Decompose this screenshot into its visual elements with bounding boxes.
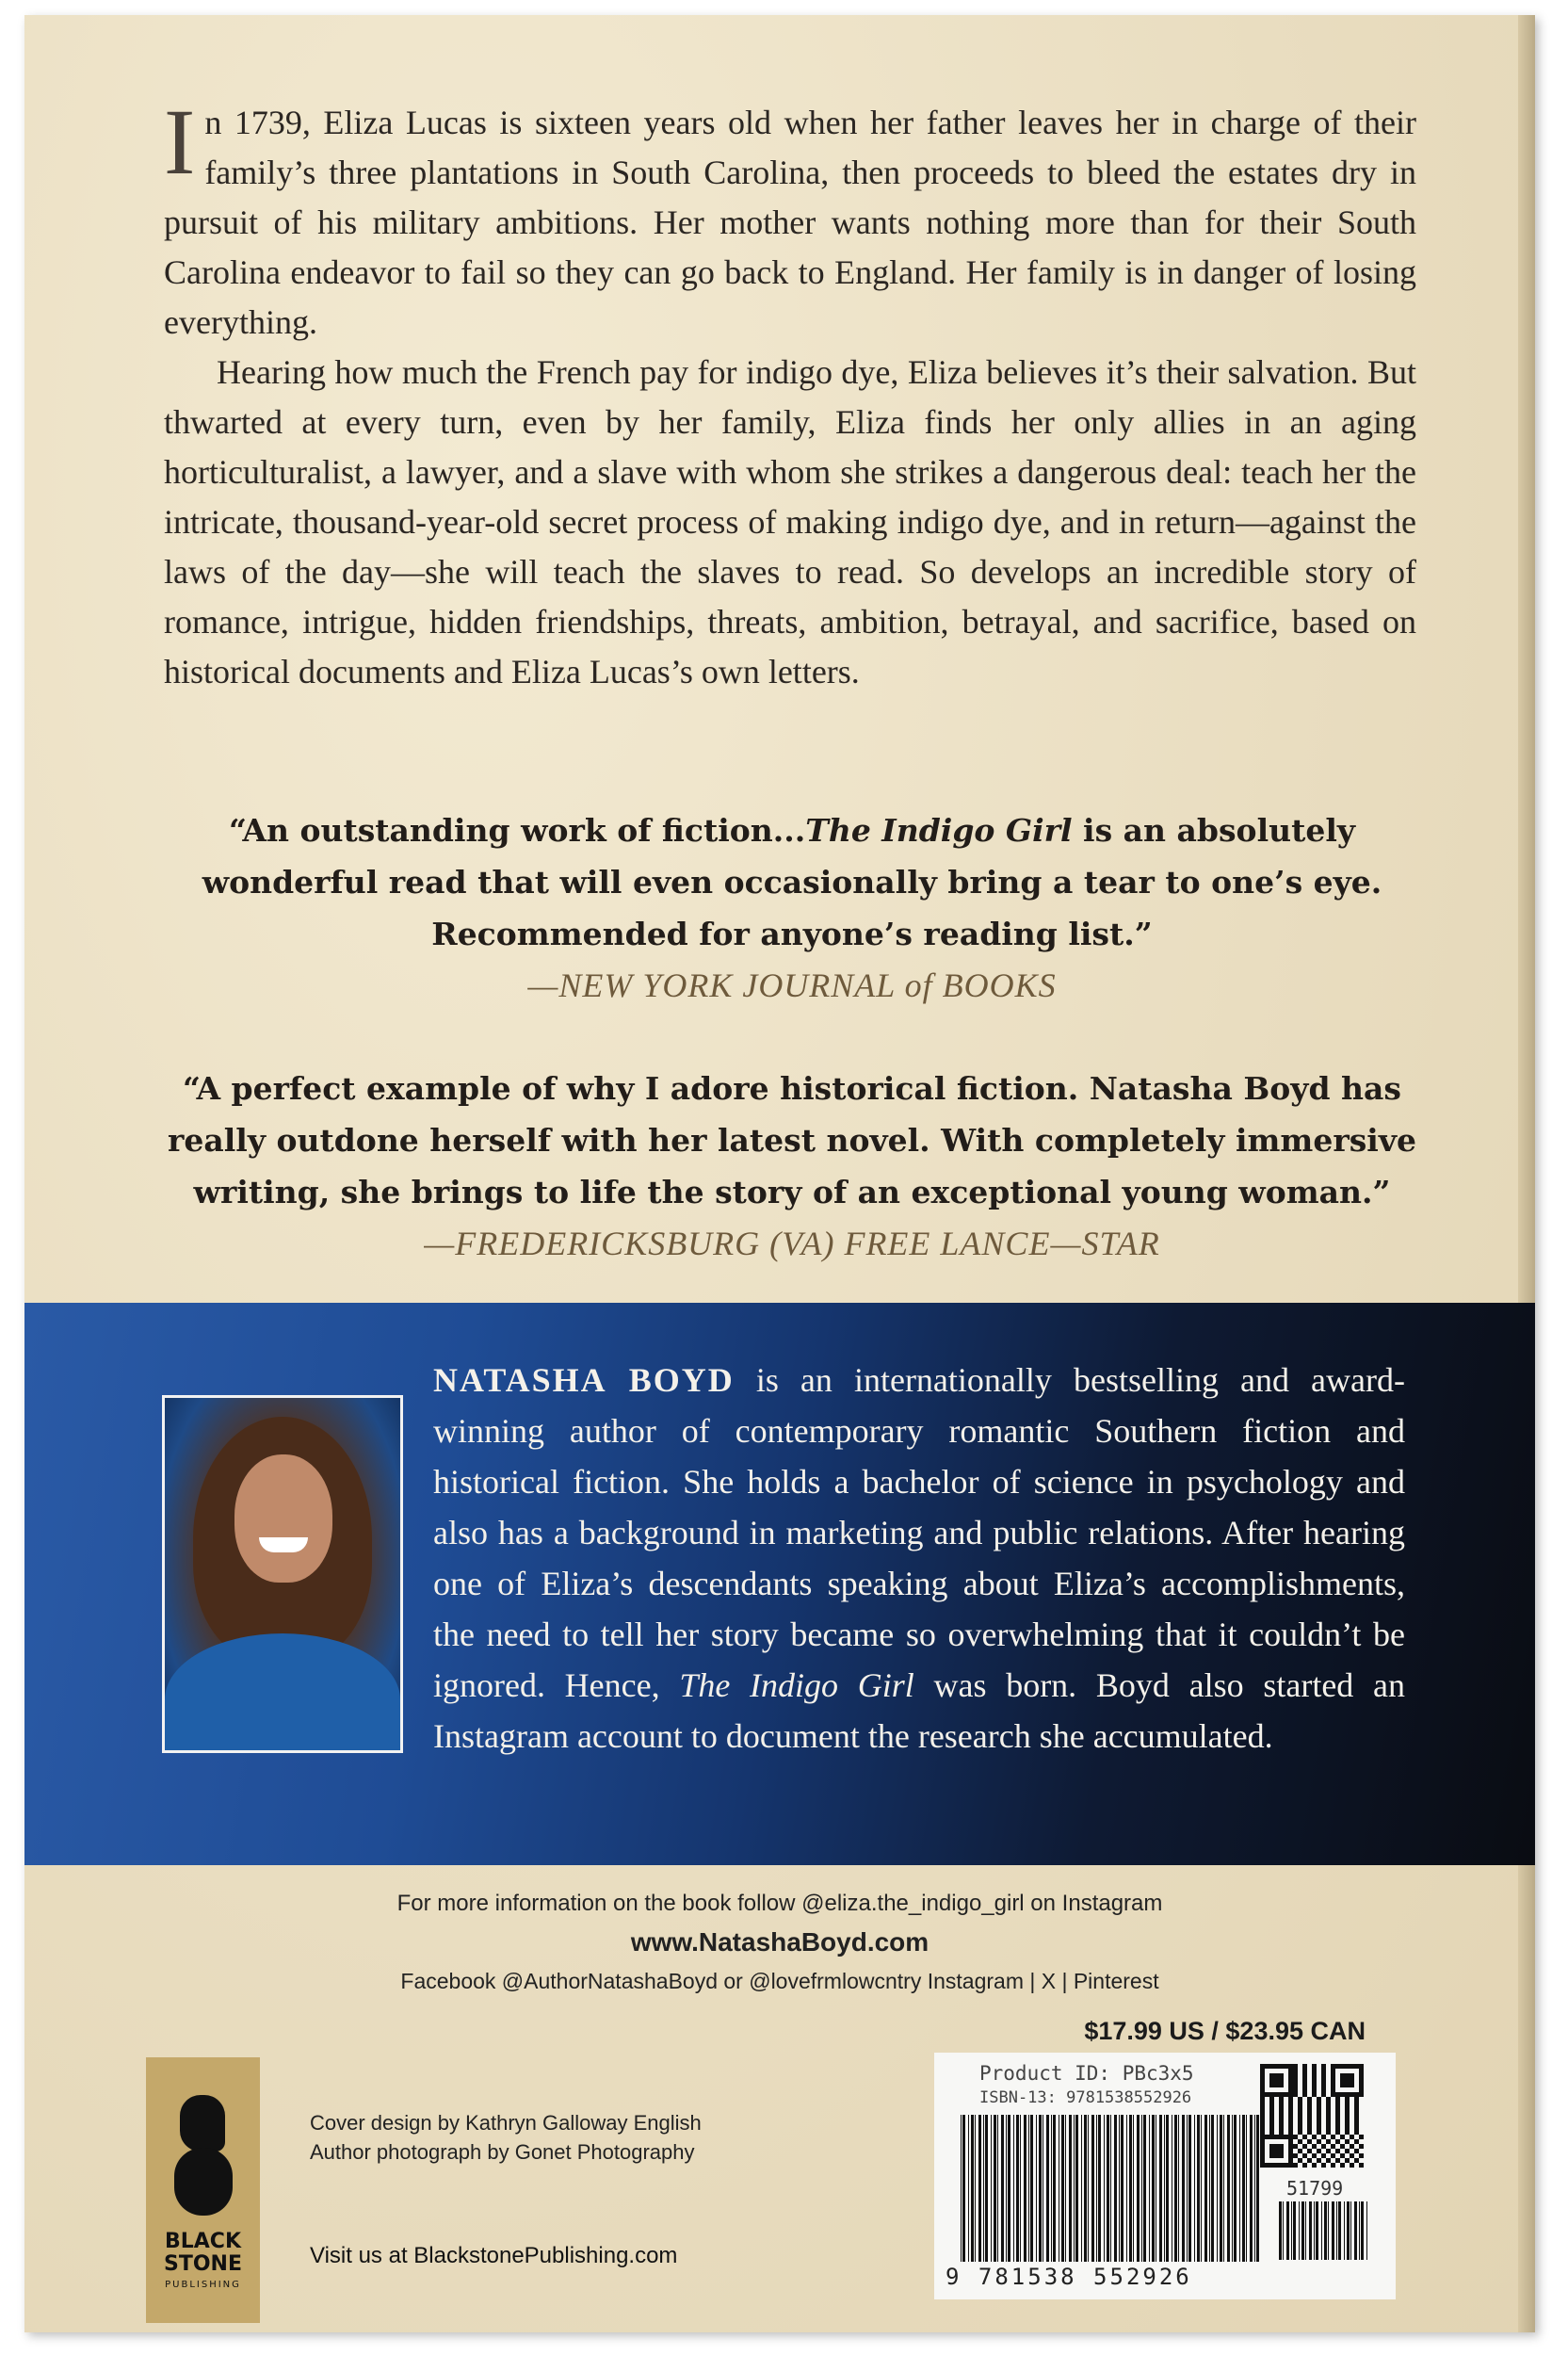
price: $17.99 US / $23.95 CAN bbox=[1084, 2017, 1366, 2045]
barcode-digits: 9 781538 552926 bbox=[946, 2264, 1192, 2290]
review-source-1: —NEW YORK JOURNAL of BOOKS bbox=[527, 966, 1057, 1004]
book-title-italic: The Indigo Girl bbox=[805, 812, 1073, 849]
instagram-info: For more information on the book follow @eliza.the_indigo_girl on Instagram bbox=[396, 1891, 1163, 1916]
addon-barcode-icon bbox=[1279, 2201, 1373, 2260]
review-source-2: —FREDERICKSBURG (VA) FREE LANCE—STAR bbox=[424, 1225, 1160, 1262]
book-back-cover bbox=[24, 15, 1535, 2332]
author-name: NATASHA BOYD bbox=[433, 1361, 735, 1399]
review-quote-2: “A perfect example of why I adore historical fiction. Natasha Boyd has really outdone herself with her latest novel. With completely immersive writing, she brings to life the story of an exceptional young woman.” —FREDERICKSBURG (VA) FREE LANCE—STAR bbox=[166, 1063, 1418, 1270]
barcode-label bbox=[934, 2053, 1396, 2299]
photo-credit: Author photograph by Gonet Photography bbox=[310, 2140, 695, 2164]
author-website: www.NatashaBoyd.com bbox=[630, 1927, 929, 1957]
qr-code-icon bbox=[1260, 2064, 1364, 2168]
synopsis-paragraph-2: Hearing how much the French pay for indigo dye, Eliza believes it’s their salvation. But thwarted at every turn, even by her family, Eliza finds her only allies in an aging horticulturalist, a lawyer, and a slave with whom she strikes a dangerous deal: teach her the intricate, thousand-year-old secret process of making indigo dye, and in return—against the laws of the day—she will teach the slaves to read. So develops an incredible story of romance, intrigue, hidden friendships, threats, ambition, betrayal, and sacrifice, based on historical documents and Eliza Lucas’s own letters. bbox=[164, 353, 1416, 690]
cover-credit: Cover design by Kathryn Galloway English bbox=[310, 2111, 702, 2135]
drop-cap: I bbox=[164, 89, 196, 194]
barcode-icon bbox=[961, 2115, 1262, 2262]
synopsis bbox=[164, 89, 1416, 697]
publisher-website: Visit us at BlackstonePublishing.com bbox=[310, 2243, 678, 2268]
review-quote-1: “An outstanding work of fiction...The Indigo Girl is an absolutely wonderful read that will even occasionally bring a tear to one’s eye. Recommended for anyone’s reading list.” —NEW YORK JOURNAL of BOOKS bbox=[166, 804, 1418, 1012]
bio-book-title: The Indigo Girl bbox=[679, 1666, 914, 1704]
social-links: Facebook @AuthorNatashaBoyd or @lovefrmlowcntry Instagram | X | Pinterest bbox=[400, 1969, 1159, 1993]
publisher-logo: BLACK STONE PUBLISHING bbox=[146, 2057, 260, 2323]
product-id: Product ID: PBc3x5 bbox=[979, 2062, 1194, 2085]
credits bbox=[310, 2108, 702, 2167]
synopsis-paragraph-1: In 1739, Eliza Lucas is sixteen years old when her father leaves her in charge of their family’s three plantations in South Carolina, then proceeds to bleed the estates dry in pursuit of his military ambitions. Her mother wants nothing more than for their South Carolina endeavor to fail so they can go back to England. Her family is in danger of losing everything. bbox=[164, 89, 1416, 341]
more-info bbox=[24, 1885, 1535, 2000]
author-bio-band bbox=[24, 1303, 1535, 1865]
logo-mark-icon bbox=[180, 2095, 225, 2152]
isbn: ISBN-13: 9781538552926 bbox=[979, 2088, 1192, 2107]
author-bio: NATASHA BOYD is an internationally bestselling and award-winning author of contemporary romantic Southern fiction and historical fiction. She holds a bachelor of science in psychology and also has a background in marketing and public relations. After hearing one of Eliza’s descendants speaking about Eliza’s accomplishments, the need to tell her story became so overwhelming that it couldn’t be ignored. Hence, The Indigo Girl was born. Boyd also started an Instagram account to document the research she accumulated. bbox=[433, 1361, 1405, 1755]
barcode-addon-digits: 51799 bbox=[1286, 2177, 1344, 2200]
